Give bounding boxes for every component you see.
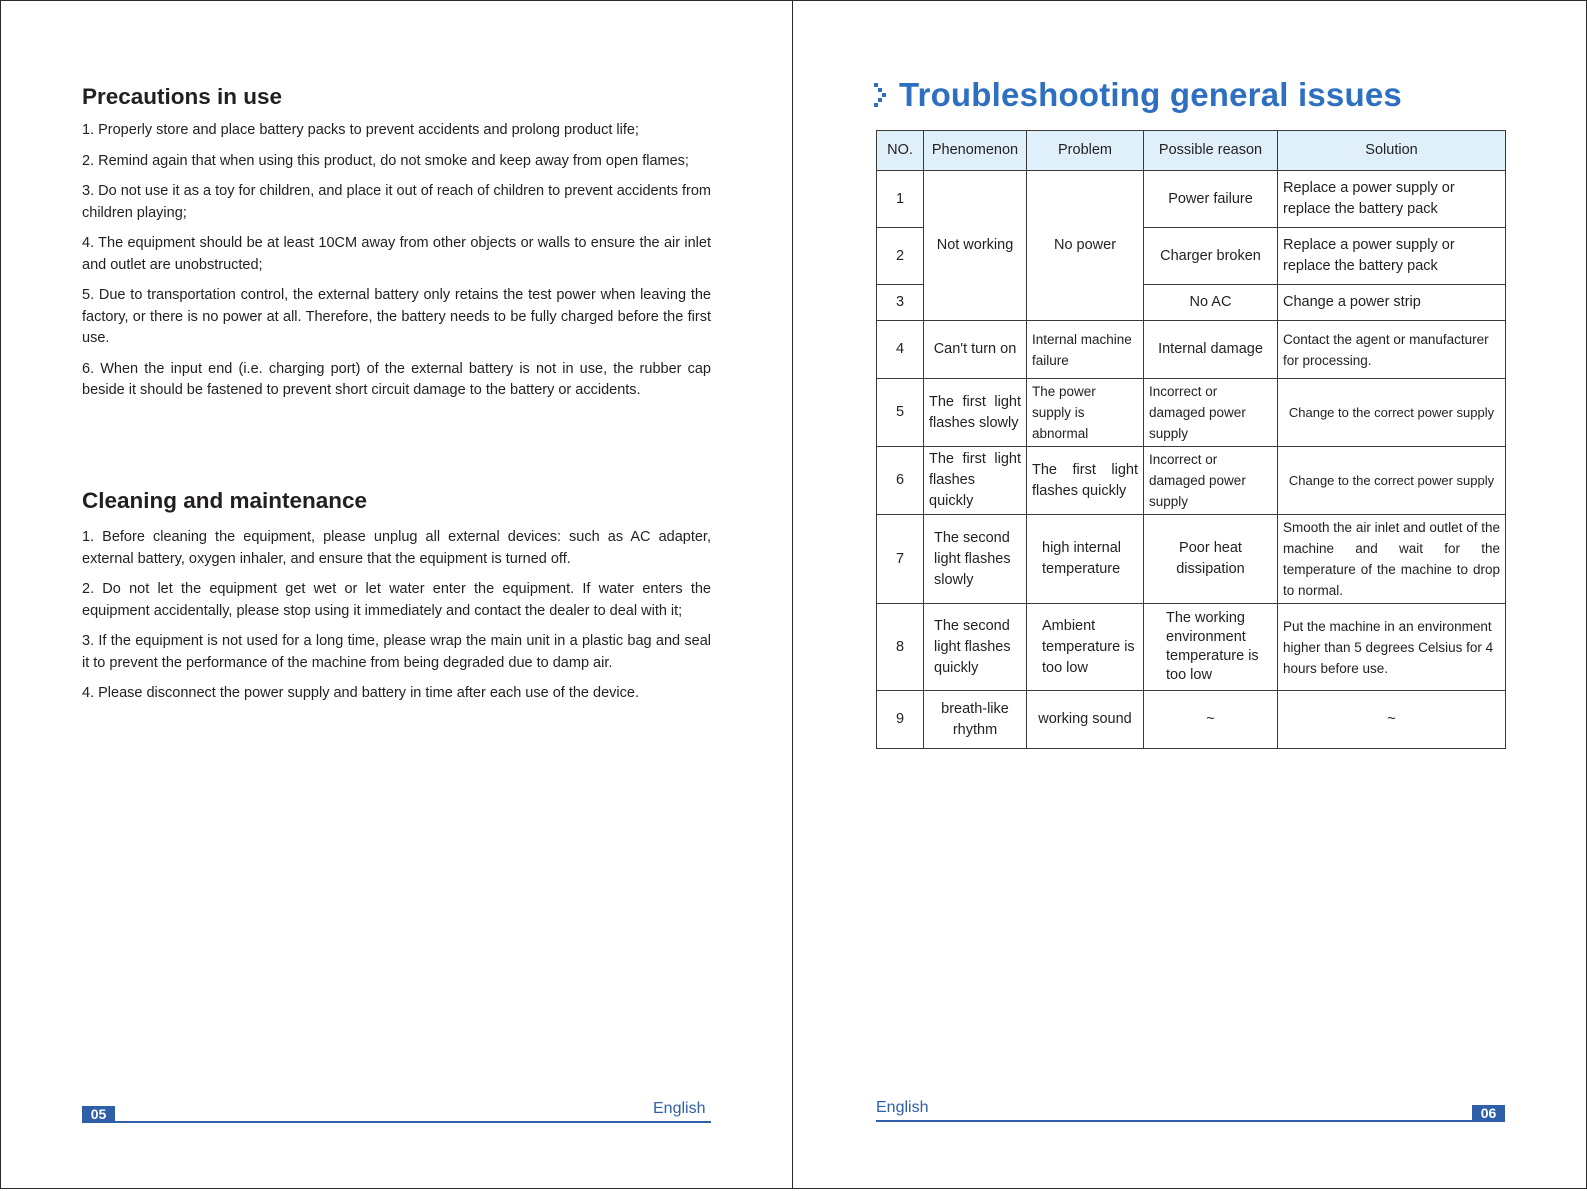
cell-problem: The first light flashes quickly [1027, 447, 1144, 515]
page-left [0, 0, 793, 1189]
cell-solution: Change to the correct power supply [1278, 447, 1506, 515]
cell-no: 7 [877, 515, 924, 604]
list-item: 4. Please disconnect the power supply and battery in time after each use of the device. [82, 685, 639, 701]
footer-rule [876, 1120, 1505, 1122]
cell-solution: ~ [1278, 691, 1506, 749]
cell-problem: Ambient temperature is too low [1027, 604, 1144, 691]
list-item: 3. Do not use it as a toy for children, and place it out of reach of children to prevent accidents from children playing; [82, 183, 711, 221]
table-row [877, 447, 1506, 515]
cell-phenomenon: The first light flashes quickly [924, 447, 1027, 515]
table-row [877, 321, 1506, 379]
precautions-list [82, 120, 711, 411]
cell-no: 2 [877, 228, 924, 285]
cell-no: 1 [877, 171, 924, 228]
cell-problem: working sound [1027, 691, 1144, 749]
cell-reason: Incorrect or damaged power supply [1144, 447, 1278, 515]
cell-solution: Change to the correct power supply [1278, 379, 1506, 447]
header-no: NO. [877, 131, 924, 171]
cell-no: 8 [877, 604, 924, 691]
cell-solution: Replace a power supply or replace the battery pack [1278, 171, 1506, 228]
cell-problem: The power supply is abnormal [1027, 379, 1144, 447]
cell-phenomenon: Can't turn on [924, 321, 1027, 379]
table-row [877, 515, 1506, 604]
cell-reason: Poor heat dissipation [1144, 515, 1278, 604]
page-number: 06 [1472, 1105, 1505, 1122]
list-item: 3. If the equipment is not used for a long time, please wrap the main unit in a plastic bag and seal it to prevent the performance of the machine from being degraded due to damp air. [82, 633, 711, 671]
troubleshooting-title-text: Troubleshooting general issues [899, 76, 1402, 113]
table-row [877, 171, 1506, 228]
cell-no: 6 [877, 447, 924, 515]
table-row [877, 379, 1506, 447]
cell-problem: Internal machine failure [1027, 321, 1144, 379]
cell-problem: high internal temperature [1027, 515, 1144, 604]
list-item: 1. Properly store and place battery packs to prevent accidents and prolong product life; [82, 122, 639, 138]
cell-solution: Replace a power supply or replace the battery pack [1278, 228, 1506, 285]
cell-reason: Incorrect or damaged power supply [1144, 379, 1278, 447]
list-item: 2. Remind again that when using this product, do not smoke and keep away from open flames; [82, 152, 689, 169]
list-item: 5. Due to transportation control, the external battery only retains the test power when leaving the factory, or there is no power at all. Therefore, the battery needs to be fully charged before the first use. [82, 287, 711, 346]
cell-reason: Charger broken [1144, 228, 1278, 285]
cleaning-list [82, 527, 711, 714]
cell-no: 4 [877, 321, 924, 379]
cell-solution: Contact the agent or manufacturer for processing. [1278, 321, 1506, 379]
cell-reason: Internal damage [1144, 321, 1278, 379]
header-reason: Possible reason [1144, 131, 1278, 171]
cell-phenomenon: Not working [924, 171, 1027, 321]
table-header-row [877, 131, 1506, 171]
cell-solution: Smooth the air inlet and outlet of the machine and wait for the temperature of the machine to drop to normal. [1278, 515, 1506, 604]
cell-no: 9 [877, 691, 924, 749]
cell-problem: No power [1027, 171, 1144, 321]
cell-reason: The working environment temperature is too low [1144, 604, 1278, 691]
footer-language: English [653, 1100, 706, 1117]
cell-phenomenon: breath-like rhythm [924, 691, 1027, 749]
chevron-right-icon [873, 81, 893, 109]
table-row [877, 604, 1506, 691]
page-number: 05 [82, 1106, 115, 1123]
cell-reason: No AC [1144, 285, 1278, 321]
cell-solution: Change a power strip [1278, 285, 1506, 321]
table-row [877, 691, 1506, 749]
cleaning-heading: Cleaning and maintenance [82, 488, 368, 513]
cell-solution: Put the machine in an environment higher than 5 degrees Celsius for 4 hours before use. [1278, 604, 1506, 691]
cell-reason: ~ [1144, 691, 1278, 749]
header-solution: Solution [1278, 131, 1506, 171]
cell-phenomenon: The first light flashes slowly [924, 379, 1027, 447]
list-item: 6. When the input end (i.e. charging port) of the external battery is not in use, the rubber cap beside it should be fastened to prevent short circuit damage to the battery or accidents. [82, 360, 711, 398]
footer-rule [82, 1121, 711, 1123]
cell-reason: Power failure [1144, 171, 1278, 228]
header-phenomenon: Phenomenon [924, 131, 1027, 171]
troubleshooting-table [876, 130, 1506, 749]
cell-phenomenon: The second light flashes quickly [924, 604, 1027, 691]
footer-language: English [876, 1099, 929, 1116]
cell-no: 5 [877, 379, 924, 447]
cell-no: 3 [877, 285, 924, 321]
cell-phenomenon: The second light flashes slowly [924, 515, 1027, 604]
troubleshooting-title [873, 76, 1402, 114]
header-problem: Problem [1027, 131, 1144, 171]
list-item: 1. Before cleaning the equipment, please unplug all external devices: such as AC adapter, external battery, oxygen inhaler, and ensure that the equipment is turned off. [82, 529, 711, 567]
list-item: 4. The equipment should be at least 10CM away from other objects or walls to ensure the air inlet and outlet are unobstructed; [82, 235, 711, 273]
list-item: 2. Do not let the equipment get wet or let water enter the equipment. If water enters the equipment accidentally, please stop using it immediately and contact the dealer to deal with it; [82, 581, 711, 619]
precautions-heading: Precautions in use [82, 84, 283, 109]
